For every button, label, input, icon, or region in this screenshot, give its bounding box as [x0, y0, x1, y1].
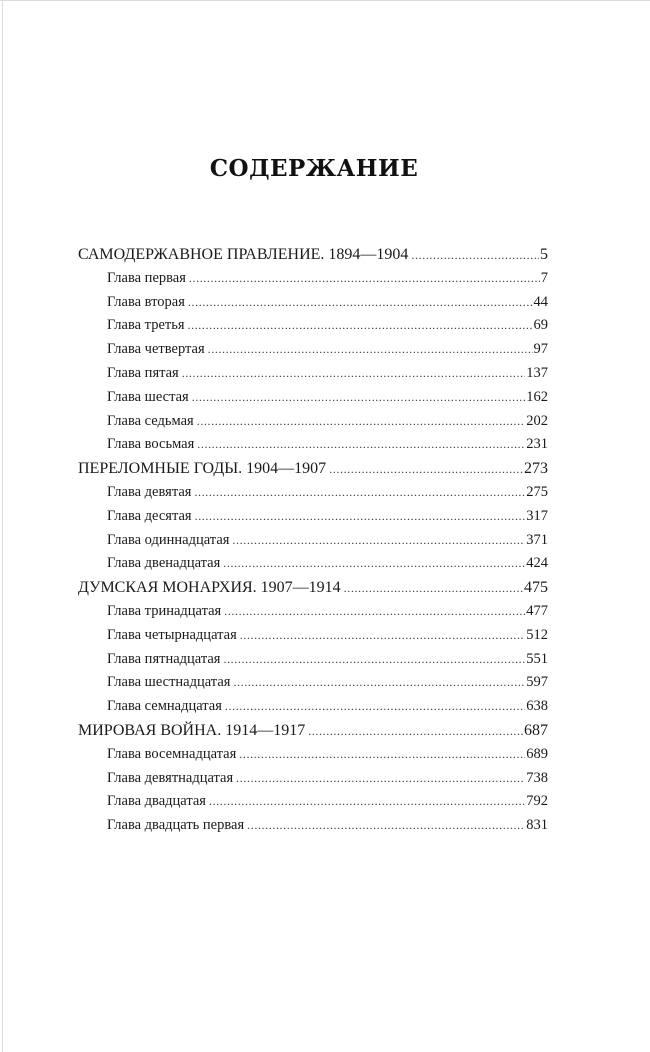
dot-leader: [223, 552, 525, 576]
dot-leader: [225, 695, 525, 719]
toc-entry-label: САМОДЕРЖАВНОЕ ПРАВЛЕНИЕ. 1894—1904: [78, 246, 409, 263]
dot-leader: [239, 743, 525, 767]
toc-entry-page-number: 273: [524, 460, 548, 478]
toc-part-entry: [78, 719, 548, 743]
dot-leader: [247, 814, 525, 838]
toc-entry-page-number: 738: [526, 769, 548, 786]
toc-entry-label: Глава двадцать первая: [107, 817, 245, 834]
dot-leader: [182, 362, 526, 386]
toc-part-entry: [78, 576, 548, 600]
dot-leader: [194, 481, 525, 505]
toc-entry-label: Глава третья: [107, 317, 185, 334]
toc-entry-label: Глава десятая: [107, 507, 192, 524]
toc-part-entry: [78, 457, 548, 481]
toc-chapter-entry: [78, 291, 548, 315]
dot-leader: [209, 790, 525, 814]
dot-leader: [223, 648, 525, 672]
toc-entry-label: Глава двенадцатая: [107, 555, 221, 572]
toc-chapter-entry: [78, 529, 548, 553]
toc-entry-page-number: 162: [526, 388, 548, 405]
toc-entry-page-number: 512: [526, 626, 548, 643]
toc-chapter-entry: [78, 814, 548, 838]
toc-entry-label: Глава шестая: [107, 388, 189, 405]
toc-chapter-entry: [78, 481, 548, 505]
toc-entry-label: Глава восемнадцатая: [107, 745, 237, 762]
toc-entry-label: Глава вторая: [107, 293, 185, 310]
page-edge-top: [0, 0, 650, 1]
toc-entry-label: Глава шестнадцатая: [107, 674, 231, 691]
toc-entry-page-number: 475: [524, 579, 548, 597]
toc-entry-page-number: 137: [526, 364, 548, 381]
toc-chapter-entry: [78, 671, 548, 695]
toc-entry-label: Глава тринадцатая: [107, 602, 222, 619]
toc-entry-label: Глава двадцатая: [107, 793, 206, 810]
toc-chapter-entry: [78, 624, 548, 648]
toc-entry-label: Глава девятая: [107, 483, 192, 500]
dot-leader: [240, 624, 526, 648]
dot-leader: [197, 433, 525, 457]
toc-entry-label: Глава пятнадцатая: [107, 650, 221, 667]
toc-entry-page-number: 69: [533, 317, 548, 334]
toc-chapter-entry: [78, 552, 548, 576]
dot-leader: [308, 720, 523, 744]
dot-leader: [329, 458, 523, 482]
toc-entry-label: Глава пятая: [107, 364, 179, 381]
toc-entry-page-number: 5: [540, 246, 548, 263]
dot-leader: [192, 386, 526, 410]
toc-chapter-entry: [78, 314, 548, 338]
toc-chapter-entry: [78, 362, 548, 386]
toc-chapter-entry: [78, 386, 548, 410]
dot-leader: [208, 338, 533, 362]
toc-chapter-entry: [78, 767, 548, 791]
dot-leader: [344, 577, 523, 601]
toc-entry-page-number: 689: [526, 745, 548, 762]
toc-chapter-entry: [78, 267, 548, 291]
toc-entry-page-number: 231: [526, 436, 548, 453]
toc-chapter-entry: [78, 505, 548, 529]
toc-entry-page-number: 792: [526, 793, 548, 810]
toc-entry-label: Глава девятнадцатая: [107, 769, 234, 786]
toc-entry-page-number: 275: [526, 483, 548, 500]
toc-entry-label: Глава восьмая: [107, 436, 195, 453]
toc-entry-page-number: 202: [526, 412, 548, 429]
toc-chapter-entry: [78, 338, 548, 362]
toc-chapter-entry: [78, 410, 548, 434]
toc-chapter-entry: [78, 648, 548, 672]
toc-entry-label: ДУМСКАЯ МОНАРХИЯ. 1907—1914: [78, 579, 341, 597]
toc-entry-page-number: 44: [533, 293, 548, 310]
dot-leader: [188, 314, 533, 338]
toc-entry-page-number: 371: [526, 531, 548, 548]
dot-leader: [189, 267, 540, 291]
toc-entry-page-number: 477: [526, 602, 548, 619]
dot-leader: [232, 529, 525, 553]
page-title: СОДЕРЖАНИЕ: [209, 155, 419, 183]
toc-entry-page-number: 687: [524, 721, 548, 739]
toc-entry-label: Глава семнадцатая: [107, 698, 222, 715]
toc-entry-label: Глава четырнадцатая: [107, 626, 237, 643]
toc-entry-page-number: 317: [526, 507, 548, 524]
dot-leader: [236, 767, 525, 791]
toc-entry-page-number: 551: [526, 650, 548, 667]
toc-entry-label: Глава первая: [107, 269, 186, 286]
toc-entry-page-number: 638: [526, 698, 548, 715]
toc-entry-label: Глава одиннадцатая: [107, 531, 230, 548]
table-of-contents: [78, 243, 548, 838]
toc-chapter-entry: [78, 743, 548, 767]
dot-leader: [224, 600, 525, 624]
toc-entry-page-number: 97: [533, 341, 548, 358]
dot-leader: [195, 505, 526, 529]
toc-entry-page-number: 7: [540, 269, 548, 286]
dot-leader: [411, 244, 539, 268]
toc-entry-label: МИРОВАЯ ВОЙНА. 1914—1917: [78, 721, 306, 739]
toc-entry-page-number: 597: [526, 674, 548, 691]
dot-leader: [188, 291, 533, 315]
toc-chapter-entry: [78, 600, 548, 624]
toc-entry-label: ПЕРЕЛОМНЫЕ ГОДЫ. 1904—1907: [78, 460, 327, 478]
toc-chapter-entry: [78, 433, 548, 457]
dot-leader: [197, 410, 526, 434]
dot-leader: [233, 671, 525, 695]
toc-entry-label: Глава седьмая: [107, 412, 194, 429]
toc-entry-label: Глава четвертая: [107, 341, 205, 358]
toc-entry-page-number: 424: [526, 555, 548, 572]
toc-entry-page-number: 831: [526, 817, 548, 834]
toc-chapter-entry: [78, 695, 548, 719]
toc-chapter-entry: [78, 790, 548, 814]
toc-part-entry: [78, 243, 548, 267]
